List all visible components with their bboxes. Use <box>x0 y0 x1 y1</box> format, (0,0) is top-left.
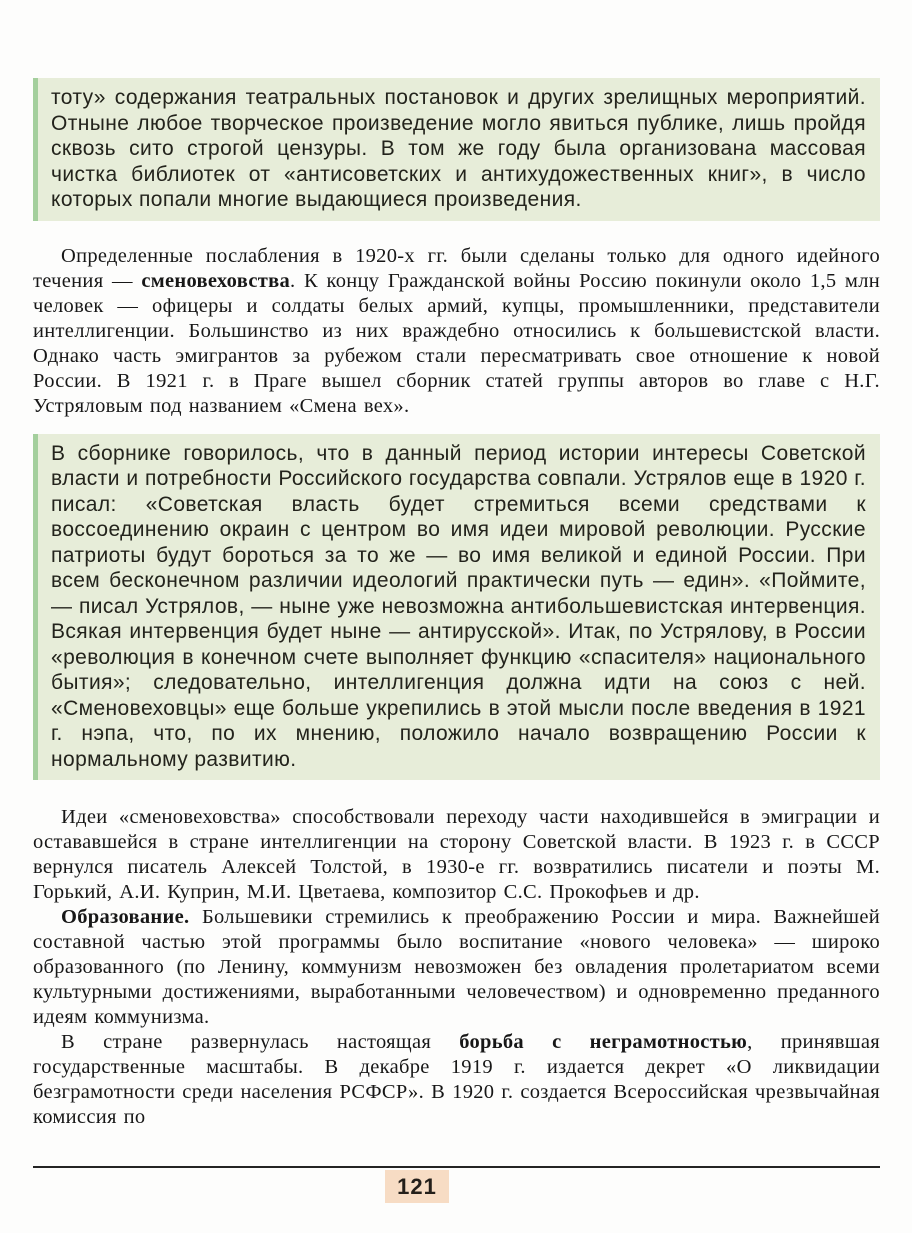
bottom-spacer <box>33 1130 880 1148</box>
page-number-badge <box>385 1170 449 1203</box>
page-number: 121 <box>397 1173 437 1199</box>
footer-rule <box>33 1166 880 1168</box>
paragraph-education: Образование. Большевики стремились к преображению России и мира. Важнейшей составной частью этой программы было воспитание «нового человека» — широко образованного (по Ленину, коммунизм невозможен без овладения пролетариатом всеми культурными достижениями, выработанными человечеством) и одновременно преданного идеям коммунизма. <box>33 906 880 1028</box>
paragraph-literacy-campaign: В стране развернулась настоящая борьба с неграмотностью, принявшая государственные масштабы. В декабре 1919 г. издается декрет «О ликвидации безграмотности среди населения РСФСР». В 1920 г. создается Всероссийская чрезвычайная комиссия по <box>33 1031 880 1128</box>
highlight-box-smena-vekh-quote: В сборнике говорилось, что в данный период истории интересы Советской власти и потребности Российского государства совпали. Устрялов еще в 1920 г. писал: «Советская власть будет стремиться всеми средствами к воссоединению окраин с центром во имя идеи мировой революции. Русские патриоты будут бороться за то же — во имя великой и единой России. При всем бесконечном различии идеологий практически путь — един». «Поймите, — писал Устрялов, — ныне уже невозможна антибольшевистская интервенция. Всякая интервенция будет ныне — антирусской». Итак, по Устрялову, в России «революция в конечном счете выполняет функцию «спасителя» национального бытия»; следовательно, интеллигенция должна идти на союз с ней. «Сменовеховцы» еще больше укрепились в этой мысли после введения в 1921 г. нэпа, что, по их мнению, положило начало возвращению России к нормальному развитию. <box>33 434 880 781</box>
highlight-box-censorship: тоту» содержания театральных постановок и других зрелищных мероприятий. Отныне любое творческое произведение могло явиться публике, лишь пройдя сквозь сито строгой цензуры. В том же году была организована массовая чистка библиотек от «антисоветских и антихудожественных книг», в число которых попали многие выдающиеся произведения. <box>33 78 880 221</box>
paragraph-emigration-return: Идеи «сменовеховства» способствовали переходу части находившейся в эмиграции и остававшейся в стране интеллигенции на сторону Советской власти. В 1923 г. в СССР вернулся писатель Алексей Толстой, в 1930-е гг. возвратились писатели и поэты М. Горький, А.И. Куприн, М.И. Цветаева, композитор С.С. Прокофьев и др. <box>33 806 880 903</box>
paragraph-smenovekhovstvo-intro: Определенные послабления в 1920-х гг. были сделаны только для одного идейного течения — сменовеховства. К концу Гражданской войны Россию покинули около 1,5 млн человек — офицеры и солдаты белых армий, купцы, промышленники, представители интеллигенции. Большинство из них враждебно относились к большевистской власти. Однако часть эмигрантов за рубежом стали пересматривать свое отношение к новой России. В 1921 г. в Праге вышел сборник статей группы авторов во главе с Н.Г. Устряловым под названием «Смена вех». <box>33 244 880 417</box>
